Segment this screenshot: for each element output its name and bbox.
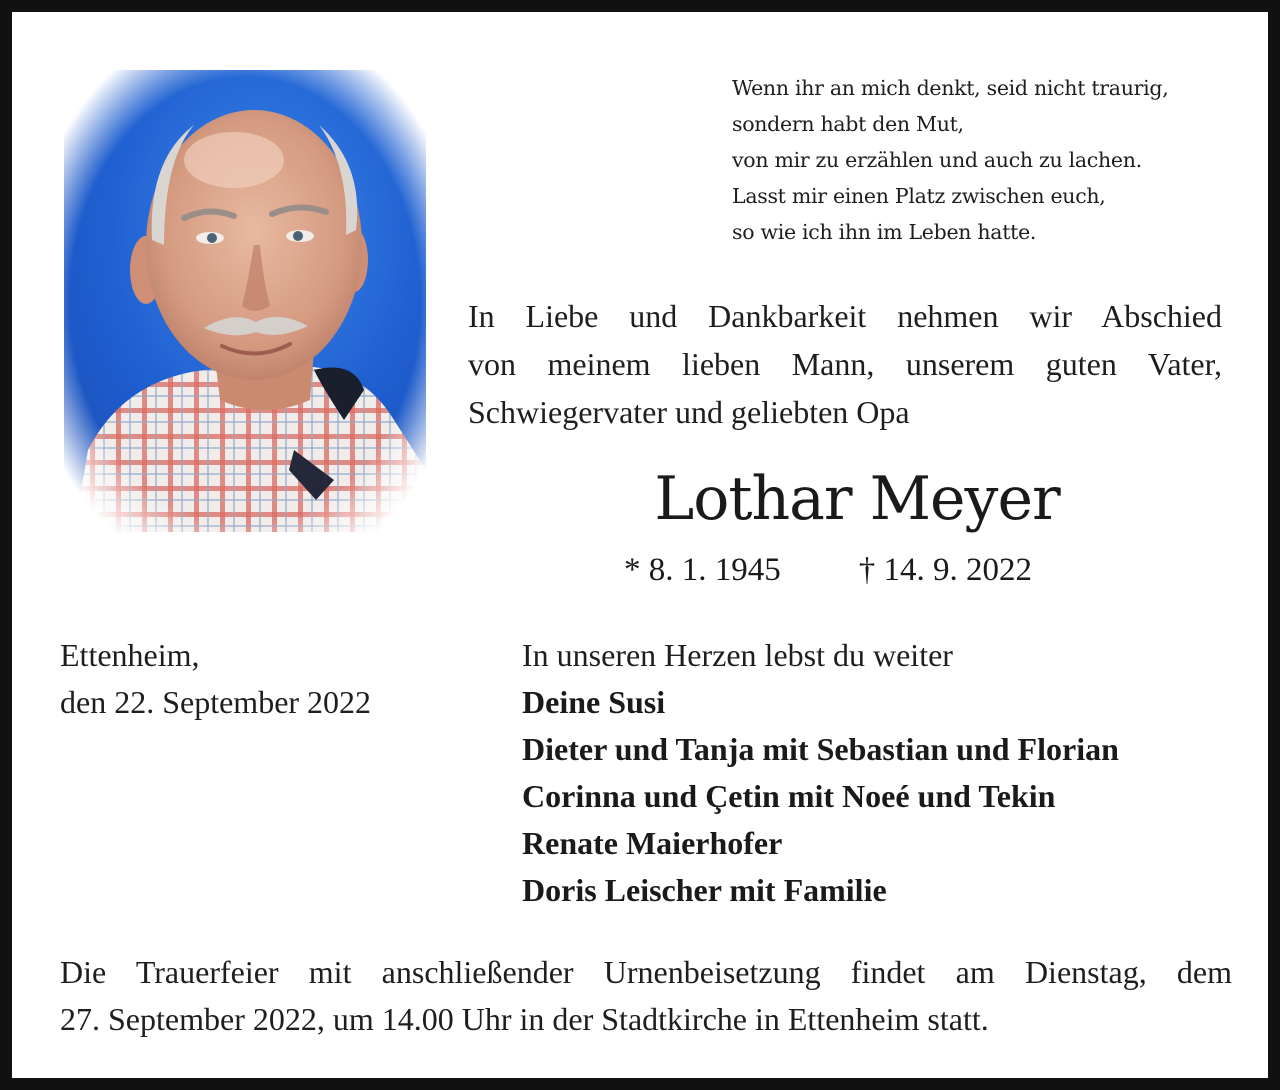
notice-date: den 22. September 2022 xyxy=(60,684,372,720)
mourner-name: Dieter und Tanja mit Sebastian und Florian xyxy=(522,731,1119,767)
funeral-line: 27. September 2022, um 14.00 Uhr in der Stadtkirche in Ettenheim statt. xyxy=(60,1001,989,1037)
poem-line: so wie ich ihn im Leben hatte. xyxy=(732,220,1037,244)
portrait-photo xyxy=(64,70,426,532)
funeral-info xyxy=(60,949,1232,1043)
farewell-intro xyxy=(468,292,1222,436)
intro-line: In Liebe und Dankbarkeit nehmen wir Abschied xyxy=(468,298,1222,334)
poem-line: von mir zu erzählen und auch zu lachen. xyxy=(732,148,1142,172)
intro-line: von meinem lieben Mann, unserem guten Vater, xyxy=(468,346,1222,382)
mourner-name: Doris Leischer mit Familie xyxy=(522,872,887,908)
mourner-name: Renate Maierhofer xyxy=(522,825,783,861)
mourner-name: Deine Susi xyxy=(522,684,666,720)
poem-line: Lasst mir einen Platz zwischen euch, xyxy=(732,184,1106,208)
place-city: Ettenheim, xyxy=(60,637,200,673)
place-and-date xyxy=(60,632,371,726)
mourners-list xyxy=(522,632,1242,914)
memorial-poem xyxy=(732,70,1252,250)
death-date: † 14. 9. 2022 xyxy=(858,552,1032,588)
poem-line: sondern habt den Mut, xyxy=(732,112,964,136)
birth-date: * 8. 1. 1945 xyxy=(624,552,781,588)
life-dates xyxy=(624,548,1124,592)
deceased-name: Lothar Meyer xyxy=(654,464,1060,534)
poem-line: Wenn ihr an mich denkt, seid nicht traurig, xyxy=(732,76,1169,100)
intro-line: Schwiegervater und geliebten Opa xyxy=(468,394,910,430)
mourner-name: Corinna und Çetin mit Noeé und Tekin xyxy=(522,778,1056,814)
mourners-lead: In unseren Herzen lebst du weiter xyxy=(522,637,953,673)
funeral-line: Die Trauerfeier mit anschließender Urnenbeisetzung findet am Dienstag, dem xyxy=(60,954,1232,990)
